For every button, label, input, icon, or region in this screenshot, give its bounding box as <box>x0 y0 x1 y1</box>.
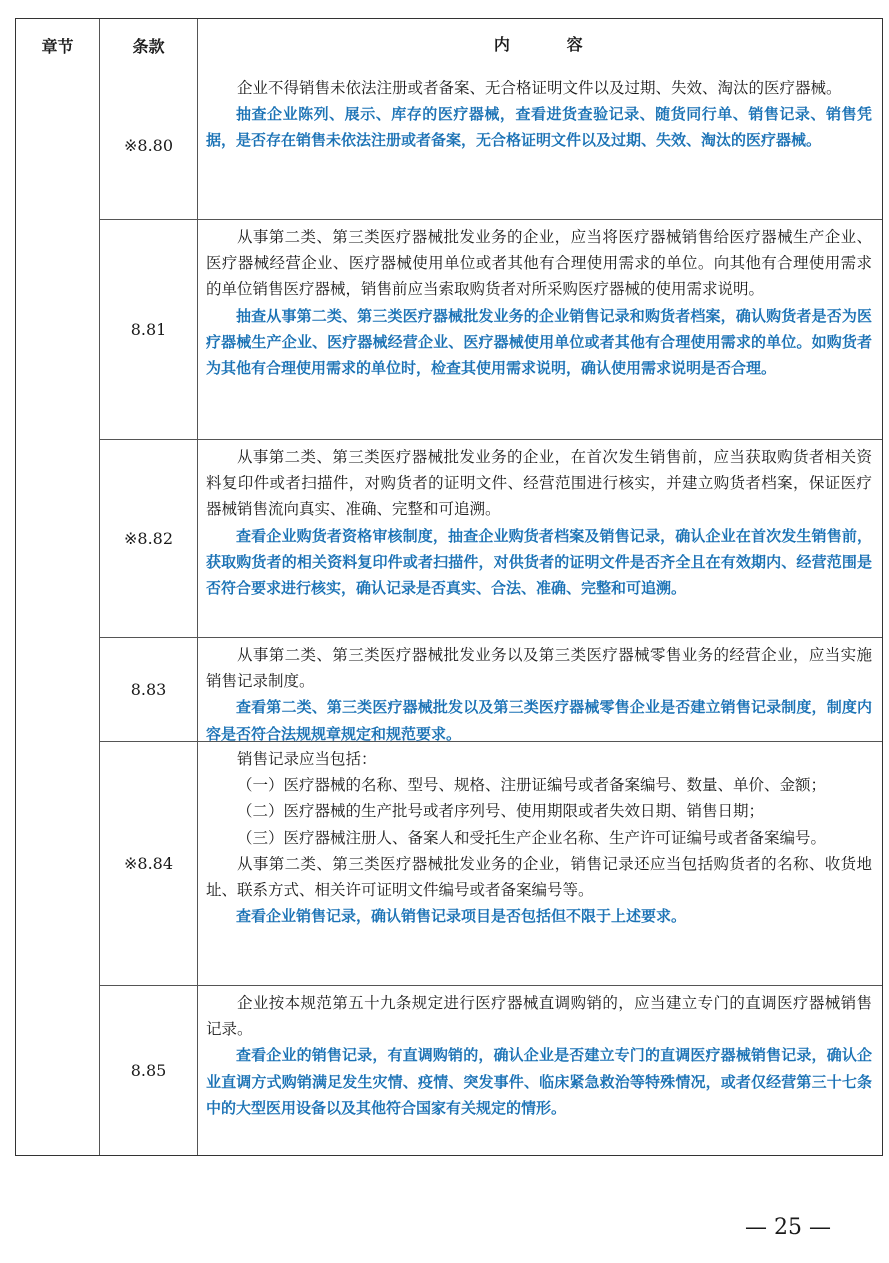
regulation-table <box>15 18 883 1156</box>
table-row <box>100 219 882 439</box>
content-cell <box>198 986 882 1155</box>
inspection-method-text: 查看企业的销售记录，有直调购销的，确认企业是否建立专门的直调医疗器械销售记录，确认企业直调方式购销满足发生灾情、疫情、突发事件、临床紧急救治等特殊情况，或者仅经营第三十七条中的大型医用设备以及其他符合国家有关规定的情形。 <box>206 1046 872 1117</box>
clause-text: （二）医疗器械的生产批号或者序列号、使用期限或者失效日期、销售日期； <box>237 802 765 821</box>
table-body <box>16 71 882 1155</box>
clause-cell: 8.81 <box>100 220 198 439</box>
clause-text: 企业不得销售未依法注册或者备案、无合格证明文件以及过期、失效、淘汰的医疗器械。 <box>237 79 842 97</box>
table-row <box>100 439 882 637</box>
table-row <box>100 637 882 741</box>
clause-text: 从事第二类、第三类医疗器械批发业务的企业，在首次发生销售前，应当获取购货者相关资料复印件或者扫描件，对购货者的证明文件、经营范围进行核实，并建立购货者档案，保证医疗器械销售流向真实、准确、完整和可追溯。 <box>206 448 872 519</box>
clause-cell: ※8.82 <box>100 440 198 637</box>
inspection-method-text: 查看第二类、第三类医疗器械批发以及第三类医疗器械零售企业是否建立销售记录制度，制度内容是否符合法规规章规定和规范要求。 <box>206 698 872 743</box>
clause-text: 从事第二类、第三类医疗器械批发业务的企业，应当将医疗器械销售给医疗器械生产企业、医疗器械经营企业、医疗器械使用单位或者其他有合理使用需求的单位。向其他有合理使用需求的单位销售医疗器械，销售前应当索取购货者对所采购医疗器械的使用需求说明。 <box>206 228 872 299</box>
clause-text: 销售记录应当包括： <box>237 750 377 768</box>
clause-text: 从事第二类、第三类医疗器械批发业务的企业，销售记录还应当包括购货者的名称、收货地址、联系方式、相关许可证明文件编号或者备案编号等。 <box>206 854 872 900</box>
chapter-cell <box>16 71 100 1155</box>
content-cell <box>198 638 882 741</box>
page-number: — 25 — <box>745 1215 831 1240</box>
inspection-method-text: 查看企业购货者资格审核制度，抽查企业购货者档案及销售记录，确认企业在首次发生销售前，获取购货者的相关资料复印件或者扫描件，对供货者的证明文件是否齐全且在有效期内、经营范围是否符合要求进行核实，确认记录是否真实、合法、准确、完整和可追溯。 <box>206 526 872 598</box>
table-row <box>100 985 882 1155</box>
inspection-method-text: 抽查企业陈列、展示、库存的医疗器械，查看进货查验记录、随货同行单、销售记录、销售凭据，是否存在销售未依法注册或者备案，无合格证明文件以及过期、失效、淘汰的医疗器械。 <box>206 105 872 150</box>
clause-text: 从事第二类、第三类医疗器械批发业务以及第三类医疗器械零售业务的经营企业，应当实施销售记录制度。 <box>206 646 872 691</box>
table-header <box>16 19 882 71</box>
body-rows <box>100 71 882 1155</box>
content-cell <box>198 440 882 637</box>
table-row <box>100 741 882 985</box>
content-cell <box>198 71 882 219</box>
clause-text: 企业按本规范第五十九条规定进行医疗器械直调购销的，应当建立专门的直调医疗器械销售记录。 <box>206 994 872 1039</box>
clause-cell: 8.85 <box>100 986 198 1155</box>
inspection-method-text: 抽查从事第二类、第三类医疗器械批发业务的企业销售记录和购货者档案，确认购货者是否为医疗器械生产企业、医疗器械经营企业、医疗器械使用单位或者其他有合理使用需求的单位。如购货者为其他有合理使用需求的单位时，检查其使用需求说明，确认使用需求说明是否合理。 <box>206 306 872 378</box>
content-cell <box>198 742 882 985</box>
table-row <box>100 71 882 219</box>
header-content: 内 容 <box>493 34 609 54</box>
header-chapter: 章节 <box>16 19 100 71</box>
clause-cell: ※8.80 <box>100 71 198 219</box>
clause-text: （三）医疗器械注册人、备案人和受托生产企业名称、生产许可证编号或者备案编号。 <box>237 828 827 847</box>
inspection-method-text: 查看企业销售记录，确认销售记录项目是否包括但不限于上述要求。 <box>236 907 687 926</box>
clause-cell: ※8.84 <box>100 742 198 985</box>
header-clause: 条款 <box>100 19 198 71</box>
clause-cell: 8.83 <box>100 638 198 741</box>
content-cell <box>198 220 882 439</box>
clause-text: （一）医疗器械的名称、型号、规格、注册证编号或者备案编号、数量、单价、金额； <box>237 776 827 795</box>
